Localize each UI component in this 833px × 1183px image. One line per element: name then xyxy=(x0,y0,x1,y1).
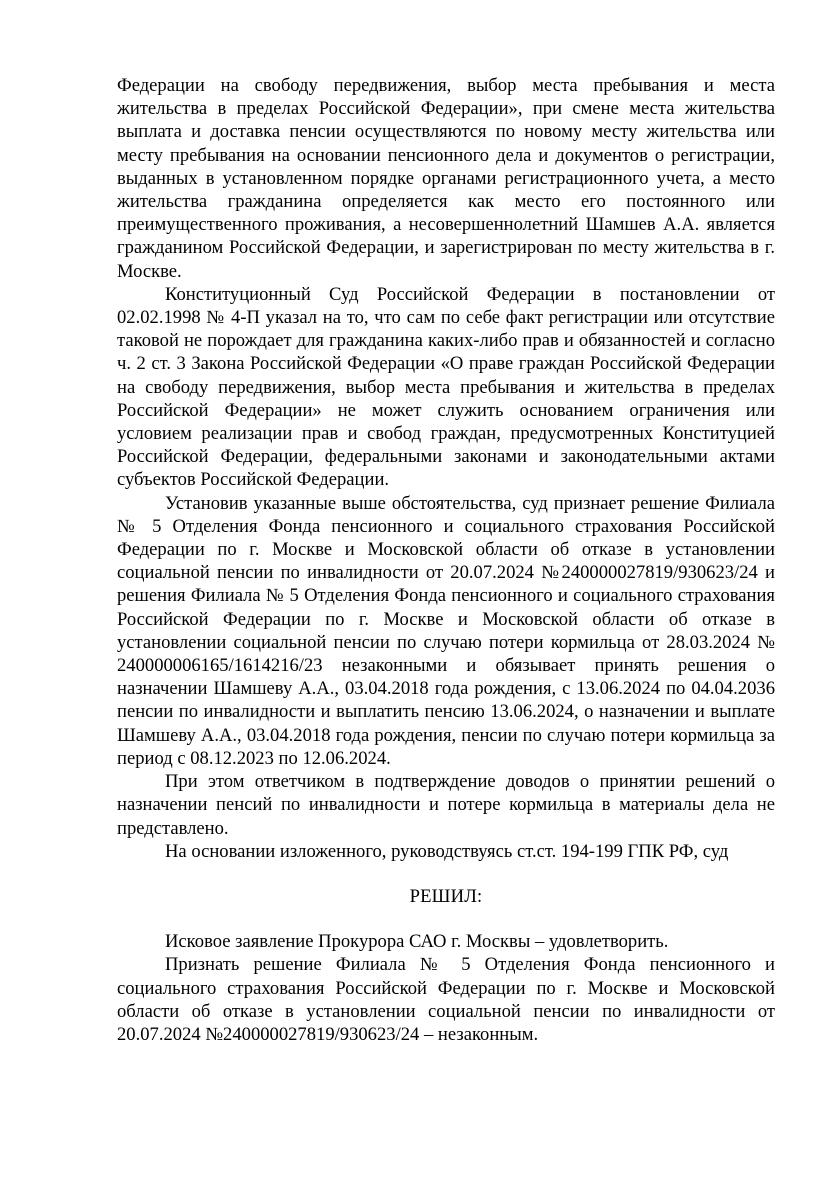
paragraph-claim-satisfied: Исковое заявление Прокурора САО г. Москвы – удовлетворить. xyxy=(165,931,669,953)
document-body xyxy=(117,74,775,1046)
paragraph-court-findings: Установив указанные выше обстоятельства, суд признает решение Филиала № 5 Отделения Фонда пенсионного и социального страхования Российской Федерации по г. Москве и Московской области об отказе в установлении социальной пенсии по инвалидности от 20.07.2024 №240000027819/930623/24 и решения Филиала № 5 Отделения Фонда пенсионного и социального страхования Российской Федерации по г. Москве и Московской области об отказе в установлении социальной пенсии по случаю потери кормильца от 28.03.2024 № 240000006165/1614216/23 незаконными и обязывает принять решения о назначении Шамшеву А.А., 03.04.2018 года рождения, с 13.06.2024 по 04.04.2036 пенсии по инвалидности и выплатить пенсию 13.06.2024, о назначении и выплате Шамшеву А.А., 03.04.2018 года рождения, пенсии по случаю потери кормильца за период с 08.12.2023 по 12.06.2024. xyxy=(117,492,775,769)
paragraph-decision-unlawful: Признать решение Филиала № 5 Отделения Фонда пенсионного и социального страхования Российской Федерации по г. Москве и Московской области об отказе в установлении социальной пенсии по инвалидности от 20.07.2024 №240000027819/930623/24 – незаконным. xyxy=(117,954,775,1045)
decision-heading: РЕШИЛ: xyxy=(409,885,483,907)
paragraph-defendant-evidence: При этом ответчиком в подтверждение доводов о принятии решений о назначении пенсий по инвалидности и потере кормильца в материалы дела не представлено. xyxy=(117,771,775,839)
paragraph-constitutional-court: Конституционный Суд Российской Федерации в постановлении от 02.02.1998 № 4-П указал на то, что сам по себе факт регистрации или отсутствие таковой не порождает для гражданина каких-либо прав и обязанностей и согласно ч. 2 ст. 3 Закона Российской Федерации «О праве граждан Российской Федерации на свободу передвижения, выбор места пребывания и жительства в пределах Российской Федерации» не может служить основанием ограничения или условием реализации прав и свобод граждан, предусмотренных Конституцией Российской Федерации, федеральными законами и законодательными актами субъектов Российской Федерации. xyxy=(117,283,775,491)
paragraph-residence-law: Федерации на свободу передвижения, выбор места пребывания и места жительства в пределах Российской Федерации», при смене места жительства выплата и доставка пенсии осуществляются по новому месту жительства или месту пребывания на основании пенсионного дела и документов о регистрации, выданных в установленном порядке органами регистрационного учета, а место жительства гражданина определяется как место его постоянного или преимущественного проживания, а несовершеннолетний Шамшев А.А. является гражданином Российской Федерации, и зарегистрирован по месту жительства в г. Москве. xyxy=(117,75,775,282)
paragraph-legal-basis: На основании изложенного, руководствуясь ст.ст. 194-199 ГПК РФ, суд xyxy=(165,840,729,862)
